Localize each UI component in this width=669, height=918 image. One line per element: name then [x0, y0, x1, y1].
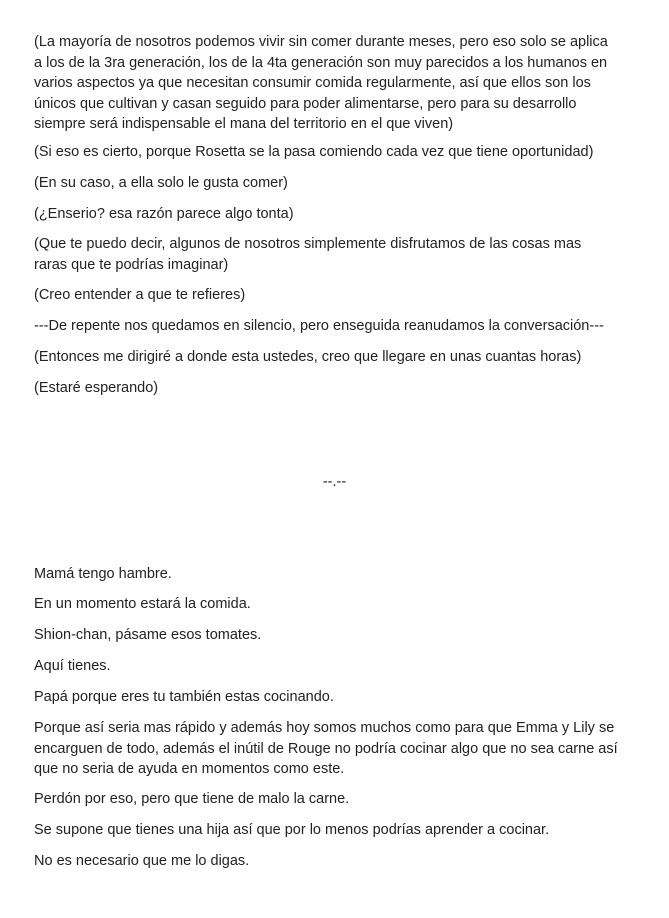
paragraph: Papá porque eres tu también estas cocinando.	[34, 689, 334, 705]
paragraph	[34, 32, 634, 135]
paragraph: Perdón por eso, pero que tiene de malo la carne.	[34, 791, 350, 807]
paragraph: (Creo entender a que te refieres)	[34, 287, 246, 303]
paragraph-line: que no seria de ayuda en momentos como este.	[34, 761, 345, 777]
paragraph-line: siempre será indispensable el mana del territorio en el que viven)	[34, 116, 454, 132]
paragraph-line: (Que te puedo decir, algunos de nosotros simplemente disfrutamos de las cosas mas	[34, 236, 582, 252]
paragraph: Mamá tengo hambre.	[34, 566, 172, 582]
scene-separator: --.--	[322, 474, 347, 490]
paragraph: No es necesario que me lo digas.	[34, 853, 250, 869]
paragraph: Aquí tienes.	[34, 658, 111, 674]
paragraph: Shion-chan, pásame esos tomates.	[34, 627, 262, 643]
paragraph-line: únicos que cultivan y casan seguido para poder alimentarse, pero para su desarrollo	[34, 95, 577, 112]
paragraph	[34, 718, 634, 780]
paragraph: (¿Enserio? esa razón parece algo tonta)	[34, 206, 294, 222]
paragraph: (En su caso, a ella solo le gusta comer)	[34, 175, 288, 191]
paragraph-line: (La mayoría de nosotros podemos vivir sin comer durante meses, pero eso solo se aplica	[34, 34, 608, 50]
paragraph: Se supone que tienes una hija así que por lo menos podrías aprender a cocinar.	[34, 822, 550, 838]
paragraph-line: a los de la 3ra generación, los de la 4ta generación son muy parecidos a los humanos en	[34, 54, 608, 71]
paragraph-line: raras que te podrías imaginar)	[34, 256, 229, 273]
paragraph: ---De repente nos quedamos en silencio, pero enseguida reanudamos la conversación---	[34, 318, 604, 334]
paragraph: (Entonces me dirigiré a donde esta ustedes, creo que llegare en unas cuantas horas)	[34, 349, 582, 365]
paragraph: (Si eso es cierto, porque Rosetta se la pasa comiendo cada vez que tiene oportunidad)	[34, 144, 594, 160]
paragraph-line: Porque así seria mas rápido y además hoy somos muchos como para que Emma y Lily se	[34, 720, 615, 736]
paragraph-line: encarguen de todo, además el inútil de Rouge no podría cocinar algo que no sea carne así	[34, 740, 618, 757]
paragraph: En un momento estará la comida.	[34, 596, 251, 612]
paragraph-line: varios aspectos ya que necesitan consumir comida regularmente, así que ellos son los	[34, 75, 591, 91]
paragraph: (Estaré esperando)	[34, 380, 159, 396]
paragraph	[34, 234, 634, 275]
